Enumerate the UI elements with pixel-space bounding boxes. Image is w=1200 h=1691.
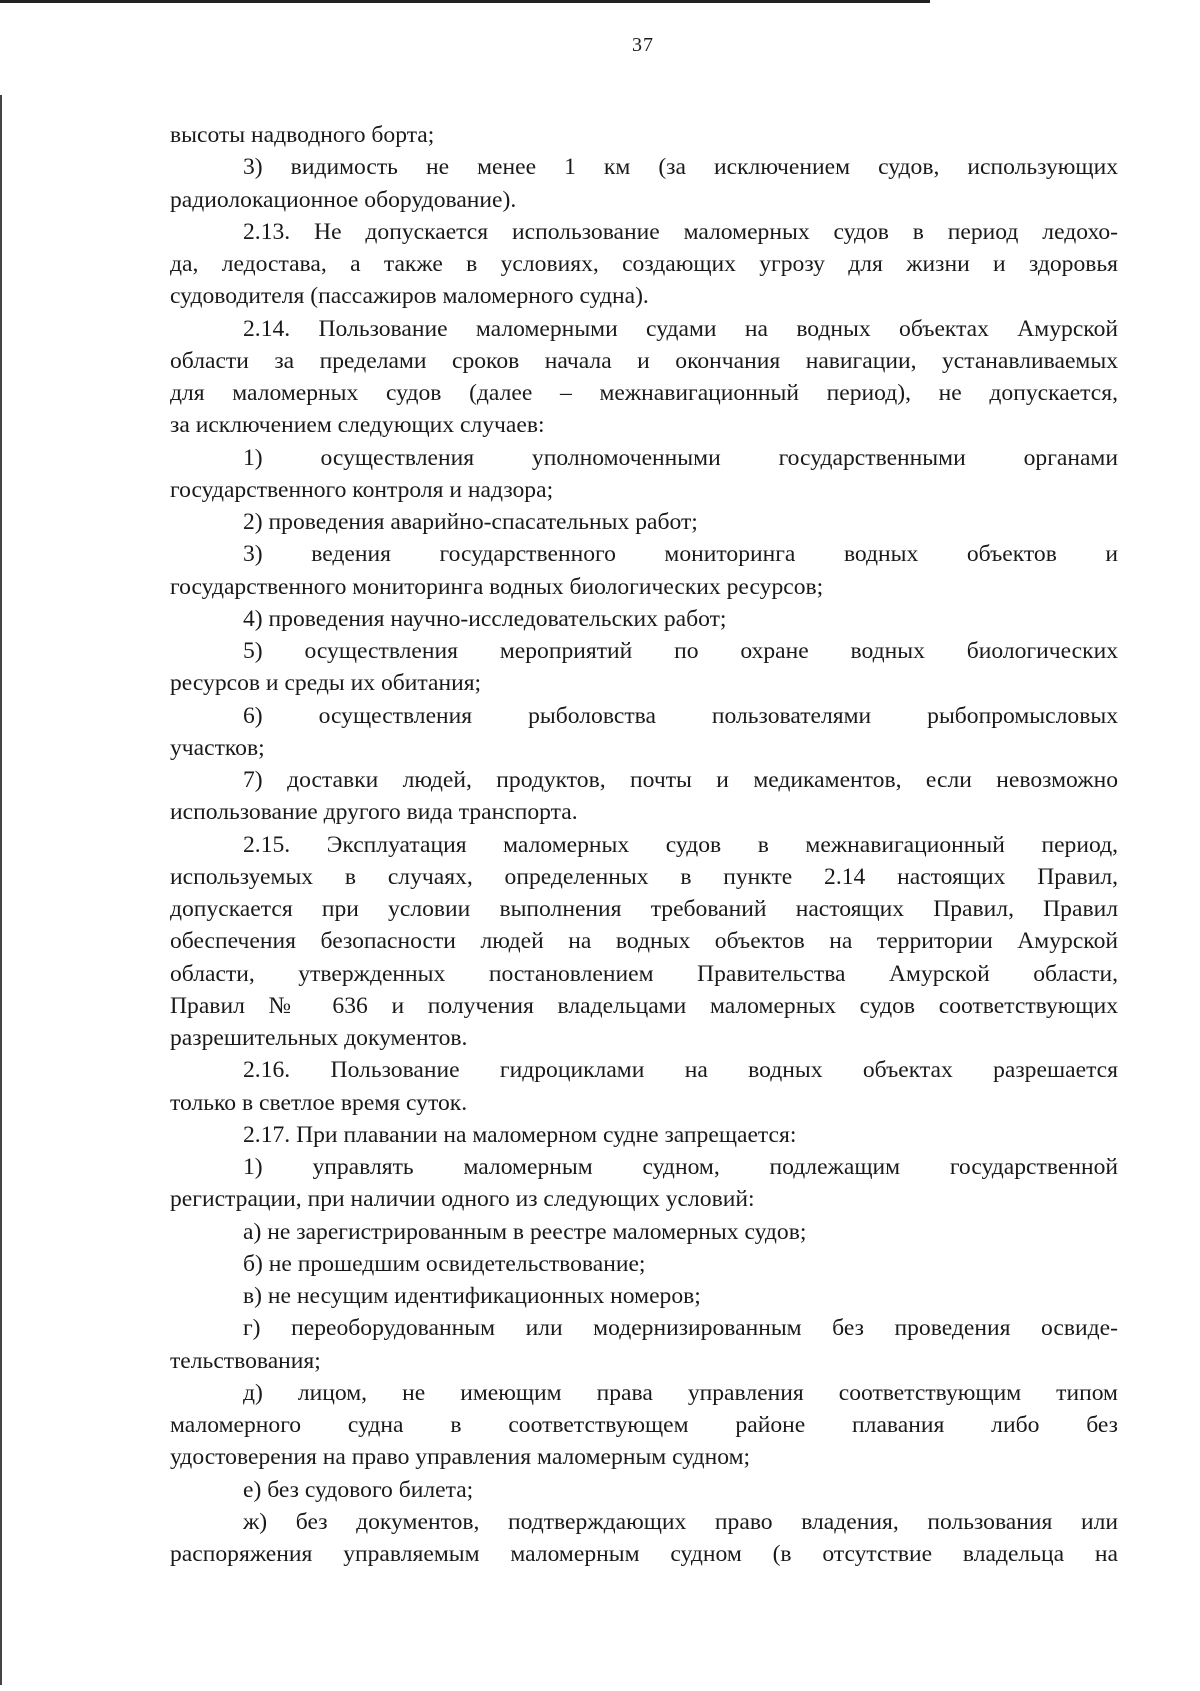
text-line: 2.17. При плавании на маломерном судне запрещается: xyxy=(243,1121,797,1148)
text-line: 1) управлять маломерным судном, подлежащим государственной xyxy=(243,1154,1118,1180)
text-line: ресурсов и среды их обитания; xyxy=(170,670,482,697)
text-line: ж) без документов, подтверждающих право владения, пользования или xyxy=(243,1508,1118,1535)
text-line: используемых в случаях, определенных в пункте 2.14 настоящих Правил, xyxy=(170,863,1118,890)
text-line: радиолокационное оборудование). xyxy=(170,186,517,213)
text-line: 1) осуществления уполномоченными государственными органами xyxy=(243,444,1118,471)
scan-edge-left xyxy=(0,95,2,1685)
text-line: 2.16. Пользование гидроциклами на водных объектах разрешается xyxy=(243,1057,1118,1084)
text-line: тельствования; xyxy=(170,1347,321,1374)
text-line: использование другого вида транспорта. xyxy=(170,799,578,826)
text-line: области за пределами сроков начала и окончания навигации, устанавливаемых xyxy=(170,347,1118,374)
text-line: удостоверения на право управления маломерным судном; xyxy=(170,1444,751,1471)
text-line: да, ледостава, а также в условиях, создающих угрозу для жизни и здоровья xyxy=(170,251,1118,277)
text-line: участков; xyxy=(170,734,265,761)
text-line: д) лицом, не имеющим права управления соответствующим типом xyxy=(243,1379,1118,1406)
text-line: 2.14. Пользование маломерными судами на водных объектах Амурской xyxy=(243,315,1118,342)
text-line: маломерного судна в соответствующем районе плавания либо без xyxy=(170,1412,1118,1438)
text-line: 6) осуществления рыболовства пользователями рыбопромысловых xyxy=(243,702,1118,729)
text-line: е) без судового билета; xyxy=(243,1476,474,1503)
text-line: за исключением следующих случаев: xyxy=(170,412,545,439)
text-line: г) переоборудованным или модернизированным без проведения освиде- xyxy=(243,1315,1118,1342)
text-line: 5) осуществления мероприятий по охране водных биологических xyxy=(243,638,1118,664)
text-line: 4) проведения научно-исследовательских работ; xyxy=(243,605,727,632)
text-line: 2.15. Эксплуатация маломерных судов в межнавигационный период, xyxy=(243,831,1118,858)
text-line: допускается при условии выполнения требований настоящих Правил, Правил xyxy=(170,896,1118,922)
text-line: 2) проведения аварийно-спасательных работ; xyxy=(243,509,698,535)
text-line: для маломерных судов (далее – межнавигационный период), не допускается, xyxy=(170,380,1118,406)
text-line: 3) видимость не менее 1 км (за исключением судов, использующих xyxy=(243,154,1118,181)
text-line: государственного мониторинга водных биологических ресурсов; xyxy=(170,573,824,600)
text-line: только в светлое время суток. xyxy=(170,1089,468,1116)
text-line: б) не прошедшим освидетельствование; xyxy=(243,1250,646,1277)
text-line: государственного контроля и надзора; xyxy=(170,476,554,503)
text-line: 7) доставки людей, продуктов, почты и медикаментов, если невозможно xyxy=(243,767,1118,793)
text-line: распоряжения управляемым маломерным судном (в отсутствие владельца на xyxy=(170,1541,1118,1567)
text-line: судоводителя (пассажиров маломерного судна). xyxy=(170,283,649,310)
text-line: разрешительных документов. xyxy=(170,1025,468,1051)
text-line: высоты надводного борта; xyxy=(170,122,435,148)
page-number: 37 xyxy=(632,34,654,56)
text-line: регистрации, при наличии одного из следующих условий: xyxy=(170,1186,755,1213)
scan-edge-top xyxy=(0,0,930,3)
text-line: а) не зарегистрированным в реестре маломерных судов; xyxy=(243,1218,807,1245)
text-line: обеспечения безопасности людей на водных объектов на территории Амурской xyxy=(170,928,1118,955)
text-line: 2.13. Не допускается использование маломерных судов в период ледохо- xyxy=(243,218,1118,245)
text-line: 3) ведения государственного мониторинга водных объектов и xyxy=(243,541,1118,568)
text-line: Правил № 636 и получения владельцами маломерных судов соответствующих xyxy=(170,992,1118,1019)
document-body xyxy=(170,119,1118,1570)
text-line: в) не несущим идентификационных номеров; xyxy=(243,1283,701,1309)
text-line: области, утвержденных постановлением Правительства Амурской области, xyxy=(170,960,1118,987)
